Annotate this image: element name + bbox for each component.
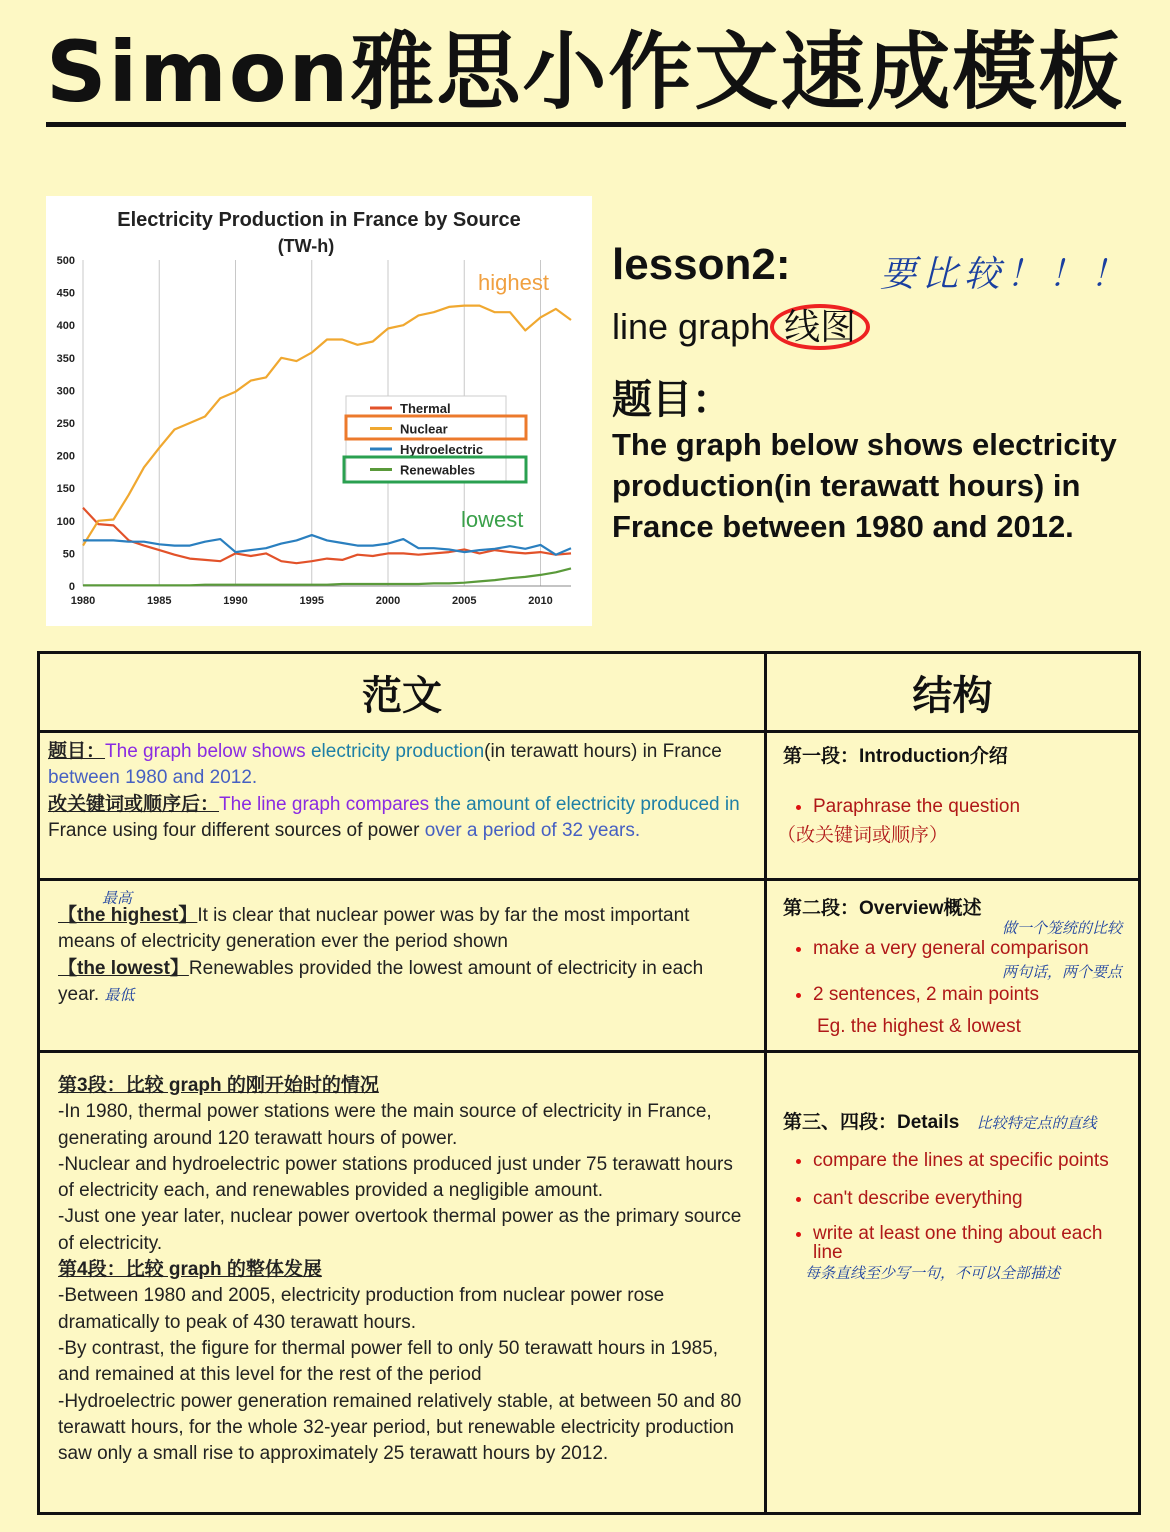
- question-label: 题目：: [612, 378, 732, 422]
- intro-structure-cell: [766, 732, 1140, 880]
- p-part-1: The line graph compares: [219, 793, 430, 815]
- details-bullets: [783, 1148, 1122, 1262]
- section3-line: -In 1980, thermal power stations were the main source of electricity in France, generating around 120 terawatt hours of power.: [58, 1101, 712, 1149]
- q-part-3: electricity production: [310, 741, 485, 762]
- y-tick-label: 450: [56, 287, 75, 300]
- question-tag: 题目：: [48, 741, 106, 762]
- y-tick-label: 0: [68, 581, 75, 593]
- intro-essay-cell: [39, 732, 766, 880]
- page-title: Simon雅思小作文速成模板: [46, 23, 1125, 121]
- y-tick-label: 300: [56, 385, 75, 398]
- intro-heading: 第一段：Introduction介绍: [783, 746, 1008, 767]
- section4-line: -Hydroelectric power generation remained relatively stable, at between 50 and 80 terawatt hours, for the whole 32-year period, but renewable electricity production saw only a small rise to approximately 25 terawatt hours by 2012.: [58, 1390, 742, 1465]
- highest-text: It is clear that nuclear power was by far the most important means of electricity generation ever the period shown: [58, 905, 690, 953]
- question-text: The graph below shows electricity production(in terawatt hours) in France between 1980 and 2012.: [612, 427, 1117, 544]
- p-part-5: over a period of 32 years.: [424, 819, 641, 841]
- x-tick-label: 1985: [147, 595, 172, 607]
- overview-essay-cell: [39, 880, 766, 1052]
- details-essay-cell: [39, 1052, 766, 1514]
- section3-line: -Nuclear and hydroelectric power stations produced just under 75 terawatt hours of electricity each, and renewables provided a negligible amount.: [58, 1153, 733, 1202]
- series-line-hydroelectric: [83, 535, 571, 555]
- details-heading: 第三、四段：Details: [783, 1112, 960, 1133]
- q-part-4: (in terawatt hours) in France: [484, 741, 722, 762]
- q-part-5: between 1980 and 2012.: [48, 767, 258, 789]
- legend-label: Hydroelectric: [400, 442, 484, 457]
- details-bullet-2: • can't describe everything: [813, 1186, 1122, 1212]
- x-tick-label: 2000: [375, 595, 401, 607]
- paraphrase-tag: 改关键词或顺序后：: [48, 793, 220, 815]
- x-tick-label: 2010: [528, 595, 553, 607]
- legend-label: Nuclear: [400, 421, 448, 437]
- series-line-renewables: [83, 568, 571, 585]
- y-tick-label: 200: [56, 450, 75, 463]
- y-tick-label: 100: [56, 515, 75, 528]
- p-part-3: the amount of electricity produced in: [434, 793, 740, 815]
- chart-subtitle: (TW-h): [277, 236, 335, 256]
- highest-tag: 【the highest】: [58, 905, 198, 926]
- overview-bullets-2: [783, 982, 1122, 1008]
- overview-note-1: 做一个笼统的比较: [1001, 919, 1122, 937]
- y-tick-label: 250: [56, 418, 75, 430]
- details-note: 比较特定点的直线: [976, 1114, 1097, 1132]
- section4-line: -By contrast, the figure for thermal power fell to only 50 terawatt hours in 1985, and remained at this level for the rest of the period: [58, 1337, 719, 1386]
- overview-structure-cell: [766, 880, 1140, 1052]
- details-heading-row: [783, 1107, 1122, 1134]
- legend-label: Renewables: [400, 462, 476, 478]
- y-tick-label: 350: [56, 352, 75, 365]
- lowest-hand-note: 最低: [104, 985, 135, 1004]
- graph-type-cn: 线图: [770, 304, 870, 350]
- details-bullet-3: • write at least one thing about each line: [813, 1224, 1122, 1262]
- x-tick-label: 1990: [223, 595, 248, 607]
- y-tick-label: 150: [56, 483, 75, 496]
- section4-title: 第4段：比较 graph 的整体发展: [58, 1259, 322, 1281]
- line-chart: [46, 196, 592, 626]
- lowest-tag: 【the lowest】: [58, 957, 189, 979]
- legend-label: Thermal: [400, 401, 451, 416]
- intro-note: （改关键词或顺序）: [777, 825, 949, 846]
- annotation-highest: highest: [478, 270, 549, 295]
- y-tick-label: 500: [56, 255, 75, 267]
- x-tick-label: 2005: [452, 595, 477, 607]
- y-tick-label: 400: [56, 320, 75, 333]
- graph-type: [612, 304, 870, 350]
- x-tick-label: 1980: [70, 595, 96, 607]
- overview-heading: 第二段：Overview概述: [783, 898, 982, 919]
- essay-structure-table: [37, 651, 1141, 1515]
- overview-bullet-1: • make a very general comparison: [813, 936, 1122, 962]
- title-underline: [46, 122, 1126, 127]
- annotation-lowest: lowest: [461, 507, 524, 532]
- details-bullet-1: • compare the lines at specific points: [813, 1148, 1122, 1174]
- chart-title: Electricity Production in France by Source: [117, 209, 521, 231]
- graph-type-en: line graph: [612, 306, 771, 347]
- p-part-4: France using four different sources of power: [48, 819, 425, 841]
- highest-hand-note: 最高: [102, 889, 133, 907]
- lesson-label: lesson2:: [612, 240, 791, 289]
- header-model-essay: 范文: [39, 653, 766, 732]
- intro-bullets: [783, 794, 1122, 820]
- intro-bullet: • Paraphrase the question: [813, 794, 1122, 820]
- overview-bullet-2: • 2 sentences, 2 main points: [813, 982, 1122, 1008]
- q-part-1: The graph below shows: [105, 741, 306, 762]
- header-structure: 结构: [766, 653, 1140, 732]
- details-structure-cell: [766, 1052, 1140, 1514]
- y-tick-label: 50: [62, 548, 75, 561]
- x-tick-label: 1995: [299, 595, 324, 607]
- lowest-text: Renewables provided the lowest amount of electricity in each year.: [58, 957, 704, 1005]
- section4-line: -Between 1980 and 2005, electricity production from nuclear power rose dramatically to peak of 430 terawatt hours.: [58, 1285, 665, 1333]
- chart-svg: [46, 196, 592, 626]
- section3-line: -Just one year later, nuclear power overtook thermal power as the primary source of electricity.: [58, 1206, 742, 1254]
- details-bottom-note: 每条直线至少写一句，不可以全部描述: [805, 1264, 1061, 1282]
- overview-example: Eg. the highest & lowest: [817, 1016, 1021, 1037]
- lesson-handwritten-note: 要比较！！！: [880, 254, 1133, 295]
- overview-note-2: 两句话，两个要点: [1001, 963, 1122, 981]
- section3-title: 第3段：比较 graph 的刚开始时的情况: [58, 1075, 379, 1096]
- overview-bullets: [783, 936, 1122, 962]
